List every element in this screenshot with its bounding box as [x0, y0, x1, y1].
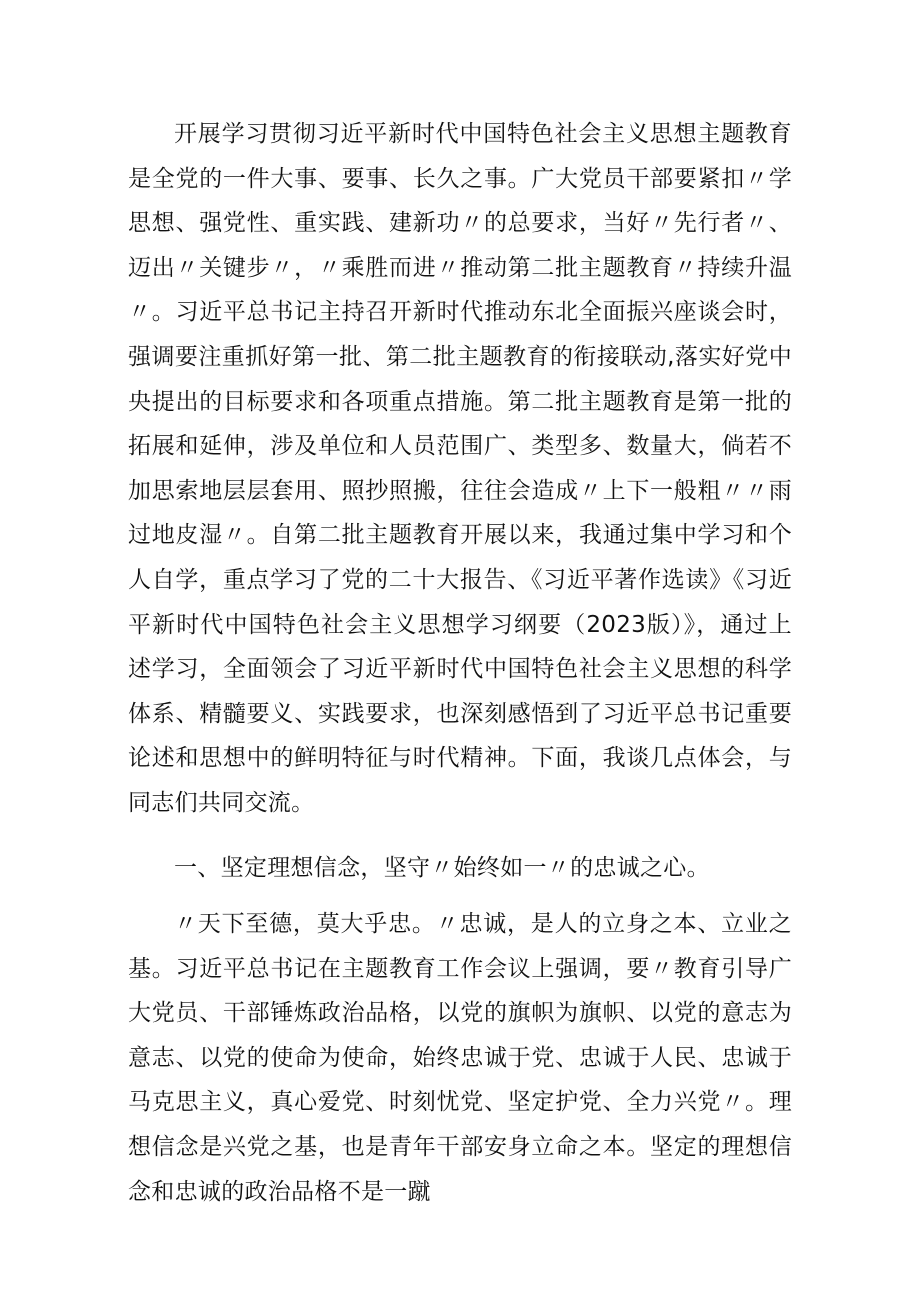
paragraph-text: 开展学习贯彻习近平新时代中国特色社会主义思想主题教育是全党的一件大事、要事、长久之事。广大党员干部要紧扣〃学思想、强党性、重实践、建新功〃的总要求，当好〃先行者〃、迈出〃关键步〃，〃乘胜而进〃推动第二批主题教育〃持续升温〃。习近平总书记主持召开新时代推动东北全面振兴座谈会时，强调要注重抓好第一批、第二批主题教育的衔接联动,落实好党中央提出的目标要求和各项重点措施。第二批主题教育是第一批的拓展和延伸，涉及单位和人员范围广、类型多、数量大，倘若不加思索地层层套用、照抄照搬，往往会造成〃上下一般粗〃〃雨过地皮湿〃。自第二批主题教育开展以来，我通过集中学习和个人自学，重点学习了党的二十大报告、《习近平著作选读》《习近平新时代中国特色社会主义思想学习纲要（2023版）》，通过上述学习，全面领会了习近平新时代中国特色社会主义思想的科学体系、精髓要义、实践要求，也深刻感悟到了习近平总书记重要论述和思想中的鲜明特征与时代精神。下面，我谈几点体会，与同志们共同交流。: [128, 121, 792, 816]
section-heading-text: 一、坚定理想信念，坚守〃始终如一〃的忠诚之心。: [174, 855, 710, 881]
section-heading: [128, 846, 792, 891]
paragraph-intro: [128, 112, 792, 826]
paragraph-loyalty: [128, 902, 792, 1214]
paragraph-text: 〃天下至德，莫大乎忠。〃忠诚，是人的立身之本、立业之基。习近平总书记在主题教育工作会议上强调，要〃教育引导广大党员、干部锤炼政治品格，以党的旗帜为旗帜、以党的意志为意志、以党的使命为使命，始终忠诚于党、忠诚于人民、忠诚于马克思主义，真心爱党、时刻忧党、坚定护党、全力兴党〃。理想信念是兴党之基，也是青年干部安身立命之本。坚定的理想信念和忠诚的政治品格不是一蹴: [128, 911, 792, 1205]
